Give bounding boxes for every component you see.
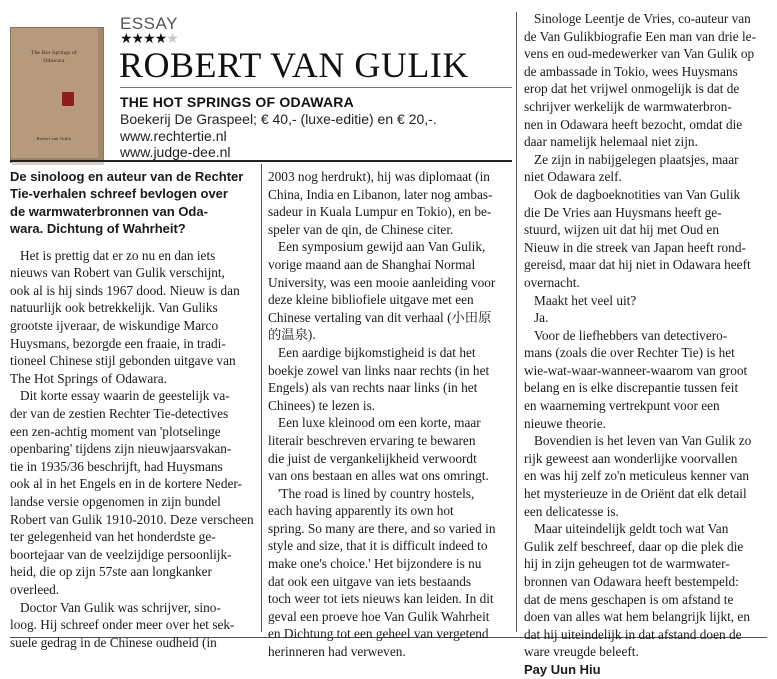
red-seal-icon (62, 92, 74, 106)
text-line: daar namelijk helemaal niet zijn. (524, 134, 698, 150)
text-line: landse versie opgenomen in zijn bundel (10, 493, 221, 509)
text-line: literair beschreven ervaring te bewaren (268, 432, 476, 448)
text-line: The Hot Springs of Odawara. (10, 370, 167, 386)
text-line: spring. So many are there, and so varied in (268, 520, 496, 536)
text-line: tioneel Chinese stijl gebonden uitgave van (10, 353, 236, 369)
text-line: bronnen van Odawara heeft bestempeld: (524, 574, 739, 589)
lead-line: de warmwaterbronnen van Oda- (10, 203, 208, 219)
text-line: ook al in het Engels en in de kortere Neder- (10, 476, 242, 492)
text-line: die juist de vergankelijkheid verwoordt (268, 450, 477, 466)
text-line: ook al is hij sinds 1967 dood. Nieuw is dan (10, 282, 240, 298)
text-line: nen in Odawara heeft bezocht, omdat die (524, 116, 743, 132)
text-line: Gulik zelf beschreef, daar op die plek die (524, 538, 744, 554)
cover-shadow (12, 162, 104, 165)
text-line: Bovendien is het leven van Van Gulik zo (534, 433, 752, 449)
text-line: nieuwe theorie. (524, 415, 606, 431)
header-divider (120, 87, 512, 88)
cover-title-line1: The Hot Springs of (31, 50, 77, 56)
text-line: Een aardige bijkomstigheid is dat het (278, 344, 476, 360)
article-lead (10, 168, 254, 238)
text-line: Ze zijn in nabijgelegen plaatsjes, maar (534, 151, 739, 167)
text-line: die De Vries aan Huysmans heeft ge- (524, 204, 722, 220)
text-line: nieuws van Robert van Gulik verschijnt, (10, 265, 225, 281)
text-line: make one's choice.' Het bijzondere is nu (268, 556, 482, 572)
cover-author: Robert van Gulik (36, 136, 72, 141)
text-line: Engels) als van rechts naar links (in het (268, 380, 478, 396)
text-line: de ambassade in Tokio, wees Huysmans (524, 63, 738, 79)
website-link: www.judge-dee.nl (120, 144, 231, 160)
book-title: THE HOT SPRINGS OF ODAWARA (120, 94, 354, 110)
text-line: Een symposium gewijd aan Van Gulik, (278, 239, 486, 255)
body-text (268, 168, 510, 661)
article-column-1 (10, 168, 254, 651)
cover-title-line2: Odawara (43, 58, 65, 64)
text-line: 的温泉). (268, 327, 316, 343)
text-line: openbaring' tijdens zijn nieuwjaarsvakan- (10, 441, 232, 457)
text-line: Het is prettig dat er zo nu en dan iets (20, 247, 216, 263)
lead-line: Tie-verhalen schreef bevlogen over (10, 186, 228, 202)
text-line: vorige maand aan de Shanghai Normal (268, 256, 476, 272)
text-line: het mysterieuze in de Oriënt dat elk detail (524, 486, 747, 502)
star-rating-filled: ★★★★ (120, 31, 167, 47)
column-divider (516, 12, 517, 632)
text-line: dat de mens geschapen is om afstand te (524, 591, 734, 607)
text-line: ware vreugde beleeft. (524, 644, 639, 660)
text-line: dat ook een uitgave van iets bestaands (268, 573, 472, 589)
website-link: www.rechtertie.nl (120, 127, 227, 144)
text-line: geval een proeve hoe Van Gulik Wahrheit (268, 608, 490, 624)
text-line: each having apparently its own hot (268, 503, 454, 519)
text-line: de Van Gulikbiografie Een man van drie le- (524, 28, 757, 44)
text-line: ter gelegenheid van het honderdste ge- (10, 529, 216, 545)
text-line: herinneren had verweven. (268, 644, 406, 660)
text-line: doen van alles wat hem belangrijk lijkt, en (524, 609, 750, 625)
text-line: niet Odawara zelf. (524, 169, 622, 185)
section-divider (10, 160, 512, 162)
text-line: heid, die op zijn 57ste aan longkanker (10, 564, 212, 580)
article-headline: ROBERT VAN GULIK (119, 45, 469, 85)
text-line: schrijver werkelijk de warmwaterbron- (524, 98, 732, 114)
publisher-price: Boekerij De Graspeel; € 40,- (luxe-editie) en € 20,-. (120, 111, 437, 127)
body-text (10, 247, 254, 652)
section-kicker: ESSAY (120, 14, 178, 33)
text-line: van ons bestaan en alles wat ons omringt. (268, 468, 489, 484)
text-line: mans (zoals die over Rechter Tie) is het (524, 345, 735, 361)
text-line: deze kleine bibliofiele uitgave met een (268, 292, 474, 308)
body-text (524, 10, 769, 661)
book-info (120, 111, 437, 161)
text-line: loog. Hij schreef onder meer over het sek- (10, 617, 235, 633)
lead-line: wara. Dichtung of Wahrheit? (10, 221, 186, 237)
article-column-2 (268, 168, 510, 661)
text-line: Chinees) te lezen is. (268, 397, 376, 413)
column-divider (261, 164, 262, 632)
text-line: Voor de liefhebbers van detectivero- (534, 327, 728, 343)
text-line: natuurlijk ook betrekkelijk. Van Guliks (10, 300, 218, 316)
text-line: en was hij zelf zo'n meticuleus kenner van (524, 468, 750, 484)
text-line: Huysmans, bezorgde een fraaie, in tradi- (10, 335, 226, 351)
text-line: Ook de dagboeknotities van Van Gulik (534, 186, 741, 202)
text-line: Maar uiteindelijk geldt toch wat Van (534, 521, 729, 537)
text-line: hij in zijn geheugen tot de warmwater- (524, 556, 730, 572)
text-line: Doctor Van Gulik was schrijver, sino- (20, 599, 221, 615)
star-rating-empty: ★ (166, 31, 178, 47)
text-line: boekje zowel van links naar rechts (in het (268, 362, 490, 378)
text-line: 'The road is lined by country hostels, (278, 485, 475, 501)
text-line: Sinologe Leentje de Vries, co-auteur van (534, 11, 751, 26)
text-line: speler van de qin, de Chinese citer. (268, 221, 454, 237)
text-line: een zen-achtig moment van 'plotselinge (10, 423, 221, 439)
text-line: Chinese vertaling van dit verhaal (小田原 (268, 309, 492, 325)
text-line: gereisd, maar dat hij niet in Odawara heeft (524, 257, 751, 273)
text-line: boortejaar van de veelzijdige persoonlijk- (10, 546, 232, 562)
text-line: overnacht. (524, 274, 580, 290)
text-line: een delicatesse is. (524, 503, 619, 519)
text-line: grootste ijveraar, de wiskundige Marco (10, 318, 219, 333)
text-line: stuurd, wijzen uit dat hij met Oud en (524, 222, 719, 238)
text-line: 2003 nog herdrukt), hij was diplomaat (in (268, 169, 490, 184)
text-line: Dit korte essay waarin de geestelijk va- (20, 388, 230, 404)
text-line: toch weer tot iets nieuws kan leiden. In dit (268, 591, 494, 607)
text-line: erop dat het vrijwel onmogelijk is dat de (524, 81, 740, 97)
author-byline: Pay Uun Hiu (524, 661, 601, 677)
lead-line: De sinoloog en auteur van de Rechter (10, 169, 244, 184)
article-column-3 (524, 10, 769, 679)
text-line: vens en oud-medewerker van Van Gulik op (524, 46, 755, 62)
text-line: overleed. (10, 581, 60, 597)
text-line: style and size, that it is difficult indeed to (268, 538, 488, 554)
book-cover-image (10, 27, 104, 163)
text-line: Maakt het veel uit? (534, 292, 637, 308)
text-line: en waarneming vertrekpunt voor een (524, 398, 720, 414)
text-line: der van de zestien Rechter Tie-detectives (10, 405, 229, 421)
text-line: belang en is elke discrepantie tussen feit (524, 380, 739, 396)
text-line: tie in 1935/36 beschrijft, had Huysmans (10, 458, 223, 474)
text-line: dat hij uiteindelijk in dat afstand doen de (524, 626, 742, 642)
text-line: Nieuw in die streek van Japan heeft rond- (524, 239, 746, 255)
text-line: Ja. (534, 310, 549, 326)
text-line: Een luxe kleinood om een korte, maar (278, 415, 481, 431)
text-line: wie-wat-waar-wanneer-waarom van groot (524, 362, 748, 378)
text-line: sadeur in Kuala Lumpur en Tokio), en be- (268, 204, 492, 220)
text-line: Robert van Gulik 1910-2010. Deze verscheen (10, 511, 254, 527)
text-line: suele gedrag in de Chinese oudheid (in (10, 634, 217, 650)
text-line: University, was een mooie aanleiding voor (268, 274, 496, 290)
text-line: en Dichtung tot een geheel van vergetend (268, 626, 489, 642)
text-line: rijk geweest aan wonderlijke voorvallen (524, 450, 738, 466)
text-line: China, India en Libanon, later nog ambas- (268, 186, 493, 202)
